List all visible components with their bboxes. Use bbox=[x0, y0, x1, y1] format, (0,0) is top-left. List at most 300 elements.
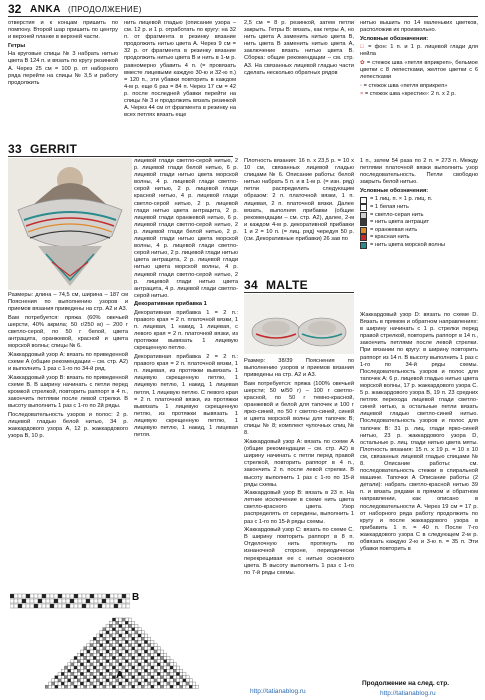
chart-a-cell bbox=[144, 676, 147, 679]
chart-a-cell bbox=[132, 682, 135, 685]
chart-a-cell bbox=[103, 676, 106, 679]
chart-a-cell bbox=[90, 660, 93, 663]
legend-swatch bbox=[360, 197, 367, 204]
chart-a-cell bbox=[68, 676, 71, 679]
chart-a-cell bbox=[173, 666, 176, 669]
chart-a-cell bbox=[154, 685, 157, 688]
chart-b-cell bbox=[122, 599, 126, 603]
chart-a-cell bbox=[141, 666, 144, 669]
chart-b-cell bbox=[30, 599, 34, 603]
chart-a-cell bbox=[154, 663, 157, 666]
chart-a-cell bbox=[138, 656, 141, 659]
chart-a-cell bbox=[180, 676, 183, 679]
chart-a-cell bbox=[100, 634, 103, 637]
chart-a-cell bbox=[189, 685, 192, 688]
chart-a-cell bbox=[100, 644, 103, 647]
chart-b-cell bbox=[106, 599, 110, 603]
chart-a-cell bbox=[68, 679, 71, 682]
chart-a-cell bbox=[125, 656, 128, 659]
chart-a-cell bbox=[106, 666, 109, 669]
chart-a-cell bbox=[135, 640, 138, 643]
chart-a-cell bbox=[109, 663, 112, 666]
chart-a-cell bbox=[138, 640, 141, 643]
chart-b-cell bbox=[94, 604, 98, 608]
chart-a-cell bbox=[167, 666, 170, 669]
chart-b-cell bbox=[18, 594, 22, 598]
chart-a-cell bbox=[103, 679, 106, 682]
chart-a-cell bbox=[90, 647, 93, 650]
chart-a-cell bbox=[122, 621, 125, 624]
chart-a-cell bbox=[151, 663, 154, 666]
chart-a-cell bbox=[144, 682, 147, 685]
chart-a-cell bbox=[96, 640, 99, 643]
chart-b-cell bbox=[114, 599, 118, 603]
gerrit-dec1: Декоративная прибавка 1 = 2 п.: правого края = 2 п. платочной вязки, 1 п. лицевая, 1 накид, 1 лицевая, с левого края = 2 п. платочной вязки, из протяжки вывязать 1 лицевую скрещенную петлю. bbox=[134, 309, 238, 352]
chart-a-cell bbox=[84, 660, 87, 663]
chart-a-cell bbox=[128, 656, 131, 659]
legend-label: = нить цвета морской волны bbox=[370, 242, 445, 249]
shawl-illustration bbox=[8, 158, 132, 290]
chart-a-cell bbox=[84, 685, 87, 688]
chart-a-cell bbox=[103, 647, 106, 650]
chart-b-cell bbox=[62, 599, 66, 603]
chart-b-cell bbox=[110, 594, 114, 598]
chart-a-cell bbox=[74, 656, 77, 659]
legend-item bbox=[360, 219, 478, 226]
chart-a-cell bbox=[154, 666, 157, 669]
chart-a-cell bbox=[58, 685, 61, 688]
chart-a-cell bbox=[93, 660, 96, 663]
chart-a-cell bbox=[68, 666, 71, 669]
chart-a-cell bbox=[135, 666, 138, 669]
chart-a-cell bbox=[96, 663, 99, 666]
chart-a-cell bbox=[151, 682, 154, 685]
chart-a-cell bbox=[173, 676, 176, 679]
chart-a-cell bbox=[103, 628, 106, 631]
section-name: MALTE bbox=[266, 278, 308, 292]
chart-a-cell bbox=[138, 647, 141, 650]
chart-a-cell bbox=[116, 666, 119, 669]
chart-a-cell bbox=[125, 682, 128, 685]
chart-a-cell bbox=[80, 669, 83, 672]
chart-a-cell bbox=[170, 679, 173, 682]
chart-a-cell bbox=[90, 679, 93, 682]
chart-b-cell bbox=[18, 599, 22, 603]
chart-a-cell bbox=[160, 679, 163, 682]
chart-a-cell bbox=[71, 685, 74, 688]
chart-a-cell bbox=[116, 618, 119, 621]
chart-a-cell bbox=[125, 663, 128, 666]
chart-a-cell bbox=[154, 679, 157, 682]
chart-a-cell bbox=[138, 685, 141, 688]
chart-a-cell bbox=[93, 647, 96, 650]
chart-a-cell bbox=[157, 685, 160, 688]
chart-a-cell bbox=[96, 644, 99, 647]
chart-b-cell bbox=[90, 594, 94, 598]
chart-a-cell bbox=[119, 682, 122, 685]
chart-a-cell bbox=[138, 682, 141, 685]
chart-a-cell bbox=[160, 682, 163, 685]
gerrit-dec2: Декоративная прибавка 2 = 2 п.: правого края = 2 п. платочной вязки, 1 п. лицевая, из протяжки вывязать 1 лицевую скрещенную петлю, 1 лицевую петлю, 1 накид, 1 лицевая петля, 1 лицевую петлю. С левого края = 2 п. платочной вязки, из протяжки вывязать 1 лицевую скрещенную петлю, из протяжки вывязать 1 лицевую скрещенную петлю, 1 лицевую петлю, 1 накид, 1 лицевая петля. bbox=[134, 354, 238, 439]
chart-a-cell bbox=[96, 666, 99, 669]
chart-a-cell bbox=[100, 676, 103, 679]
chart-a-cell bbox=[55, 679, 58, 682]
chart-a-cell bbox=[87, 682, 90, 685]
chart-a-cell bbox=[144, 653, 147, 656]
chart-a-cell bbox=[141, 631, 144, 634]
chart-a-cell bbox=[84, 669, 87, 672]
chart-a-cell bbox=[64, 685, 67, 688]
chart-a-cell bbox=[116, 628, 119, 631]
chart-b-cell bbox=[46, 599, 50, 603]
chart-a-cell bbox=[154, 653, 157, 656]
chart-a-cell bbox=[116, 663, 119, 666]
chart-a-cell bbox=[151, 640, 154, 643]
gerrit-sizes: Размеры: длина – 74,5 см, ширина – 187 см Пояснения по выполнению узоров и приемов вязания приведены на стр. А2 и А3. bbox=[8, 292, 128, 313]
chart-a-cell bbox=[164, 685, 167, 688]
chart-b-cell bbox=[30, 594, 34, 598]
chart-a-cell bbox=[141, 650, 144, 653]
chart-a-cell bbox=[151, 660, 154, 663]
chart-a bbox=[8, 614, 236, 694]
chart-a-cell bbox=[96, 669, 99, 672]
chart-a-cell bbox=[100, 666, 103, 669]
chart-b-cell bbox=[94, 599, 98, 603]
chart-a-cell bbox=[144, 647, 147, 650]
chart-a-cell bbox=[119, 653, 122, 656]
chart-a-cell bbox=[112, 624, 115, 627]
chart-a-cell bbox=[148, 672, 151, 675]
chart-a-cell bbox=[176, 685, 179, 688]
chart-a-cell bbox=[87, 647, 90, 650]
chart-b-cell bbox=[126, 599, 130, 603]
chart-a-cell bbox=[55, 685, 58, 688]
chart-a-cell bbox=[96, 650, 99, 653]
chart-a-cell bbox=[77, 669, 80, 672]
chart-a-cell bbox=[90, 685, 93, 688]
chart-a-cell bbox=[84, 663, 87, 666]
chart-a-cell bbox=[135, 663, 138, 666]
chart-b-cell bbox=[42, 594, 46, 598]
chart-a-cell bbox=[141, 669, 144, 672]
chart-a-label: A bbox=[116, 670, 124, 681]
chart-a-cell bbox=[122, 644, 125, 647]
chart-a-cell bbox=[164, 656, 167, 659]
chart-b-cell bbox=[126, 604, 130, 608]
chart-a-cell bbox=[84, 647, 87, 650]
chart-a-cell bbox=[103, 669, 106, 672]
chart-b-cell bbox=[26, 599, 30, 603]
chart-a-cell bbox=[93, 682, 96, 685]
chart-a-cell bbox=[87, 676, 90, 679]
chart-a-cell bbox=[112, 663, 115, 666]
chart-b-cell bbox=[70, 604, 74, 608]
chart-a-cell bbox=[122, 663, 125, 666]
chart-a-cell bbox=[106, 656, 109, 659]
chart-a-cell bbox=[122, 624, 125, 627]
chart-a-cell bbox=[96, 676, 99, 679]
chart-b-cell bbox=[58, 594, 62, 598]
chart-a-cell bbox=[90, 666, 93, 669]
chart-a-cell bbox=[119, 628, 122, 631]
chart-a-cell bbox=[132, 666, 135, 669]
chart-a-cell bbox=[119, 656, 122, 659]
chart-a-cell bbox=[93, 640, 96, 643]
chart-a-cell bbox=[167, 656, 170, 659]
chart-a-cell bbox=[151, 672, 154, 675]
chart-a-cell bbox=[74, 672, 77, 675]
chart-a-cell bbox=[170, 672, 173, 675]
chart-a-cell bbox=[87, 685, 90, 688]
chart-a-cell bbox=[135, 672, 138, 675]
chart-a-cell bbox=[74, 676, 77, 679]
chart-a-cell bbox=[135, 637, 138, 640]
chart-a-cell bbox=[80, 679, 83, 682]
chart-a-cell bbox=[189, 682, 192, 685]
chart-a-cell bbox=[100, 672, 103, 675]
chart-a-cell bbox=[141, 637, 144, 640]
chart-a-cell bbox=[151, 653, 154, 656]
chart-a-cell bbox=[71, 660, 74, 663]
chart-a-cell bbox=[128, 621, 131, 624]
chart-a-cell bbox=[173, 679, 176, 682]
chart-a-cell bbox=[144, 660, 147, 663]
chart-a-cell bbox=[160, 660, 163, 663]
chart-a-cell bbox=[148, 669, 151, 672]
chart-a-cell bbox=[87, 672, 90, 675]
chart-b-cell bbox=[118, 604, 122, 608]
chart-b-cell bbox=[10, 604, 14, 608]
chart-a-cell bbox=[112, 644, 115, 647]
chart-a-cell bbox=[112, 650, 115, 653]
chart-a-cell bbox=[93, 676, 96, 679]
chart-b-cell bbox=[90, 599, 94, 603]
chart-a-cell bbox=[157, 663, 160, 666]
chart-a-cell bbox=[119, 685, 122, 688]
chart-a-cell bbox=[138, 666, 141, 669]
chart-a-cell bbox=[157, 682, 160, 685]
chart-a-cell bbox=[128, 640, 131, 643]
chart-a-cell bbox=[141, 672, 144, 675]
chart-a-cell bbox=[144, 656, 147, 659]
chart-a-cell bbox=[132, 621, 135, 624]
chart-a-cell bbox=[93, 656, 96, 659]
chart-a-cell bbox=[164, 676, 167, 679]
chart-a-cell bbox=[103, 672, 106, 675]
chart-a-cell bbox=[80, 682, 83, 685]
chart-a-cell bbox=[160, 676, 163, 679]
chart-a-cell bbox=[144, 650, 147, 653]
chart-a-cell bbox=[64, 666, 67, 669]
chart-a-cell bbox=[128, 685, 131, 688]
chart-a-cell bbox=[58, 672, 61, 675]
chart-a-cell bbox=[103, 685, 106, 688]
chart-b-cell bbox=[78, 604, 82, 608]
chart-a-cell bbox=[68, 685, 71, 688]
chart-a-cell bbox=[122, 637, 125, 640]
chart-a-cell bbox=[112, 685, 115, 688]
chart-b-cell bbox=[122, 594, 126, 598]
chart-a-cell bbox=[132, 679, 135, 682]
chart-a-cell bbox=[109, 682, 112, 685]
chart-a-cell bbox=[180, 682, 183, 685]
chart-a-cell bbox=[183, 685, 186, 688]
chart-a-cell bbox=[106, 669, 109, 672]
chart-a-cell bbox=[87, 669, 90, 672]
chart-a-cell bbox=[87, 660, 90, 663]
chart-a-cell bbox=[135, 656, 138, 659]
chart-a-cell bbox=[128, 672, 131, 675]
chart-a-cell bbox=[96, 634, 99, 637]
chart-a-cell bbox=[138, 663, 141, 666]
chart-a-cell bbox=[93, 672, 96, 675]
chart-a-cell bbox=[160, 653, 163, 656]
chart-a-cell bbox=[71, 679, 74, 682]
chart-a-cell bbox=[132, 628, 135, 631]
chart-a-cell bbox=[135, 679, 138, 682]
chart-a-cell bbox=[64, 679, 67, 682]
chart-a-cell bbox=[132, 650, 135, 653]
chart-a-cell bbox=[100, 640, 103, 643]
chart-a-cell bbox=[170, 676, 173, 679]
chart-a-cell bbox=[48, 685, 51, 688]
chart-b-cell bbox=[102, 594, 106, 598]
chart-a-cell bbox=[154, 660, 157, 663]
chart-a-cell bbox=[132, 685, 135, 688]
chart-a-cell bbox=[112, 656, 115, 659]
chart-a-cell bbox=[164, 682, 167, 685]
chart-a-cell bbox=[68, 672, 71, 675]
chart-a-cell bbox=[106, 650, 109, 653]
chart-a-cell bbox=[106, 644, 109, 647]
chart-a-cell bbox=[87, 666, 90, 669]
gerrit-col3-text: Плотность вязания: 16 п. x 23,5 р. = 10 x 10 см, связанных лицевой гладью спицами № 6. Описание работы: белой нитью набрать 5 п. и в 1-м р. (= изн. ряд) петли распределить следующим образом: 2 п. платочной вязки, 1 п. лицевая, 2 п. платочной вязки. Далее вязать, выполняя прибавки (общие рекомендации – см. стр. А2), далее, 2-м и каждом 4-м р. декоративной прибавки 1 и 2 = 10 п. (= лиц. ряд) чередуя 50 р. (см. Декоративные прибавки) 26 зав по bbox=[244, 158, 354, 243]
chart-a-cell bbox=[52, 685, 55, 688]
chart-b-cell bbox=[10, 599, 14, 603]
section-header-anka bbox=[8, 2, 478, 17]
chart-a-cell bbox=[141, 682, 144, 685]
chart-a-cell bbox=[100, 685, 103, 688]
chart-a-cell bbox=[77, 663, 80, 666]
chart-a-cell bbox=[109, 637, 112, 640]
gerrit-pattern-a: Жаккардовый узор А: вязать по приведенной схеме А (общие рекомендации – см. стр. А2) и выполнить 1 раз с 1-го по 34-й ряд. bbox=[8, 351, 128, 372]
legend-label: = нить цвета антрацит bbox=[370, 219, 430, 226]
chart-a-cell bbox=[93, 663, 96, 666]
chart-a-cell bbox=[103, 653, 106, 656]
footer-url[interactable]: http://tatianablog.ru bbox=[250, 688, 306, 695]
chart-a-cell bbox=[103, 660, 106, 663]
chart-a-cell bbox=[135, 628, 138, 631]
chart-a-cell bbox=[100, 682, 103, 685]
chart-a-cell bbox=[103, 656, 106, 659]
chart-a-cell bbox=[68, 682, 71, 685]
chart-a-cell bbox=[151, 669, 154, 672]
chart-a-cell bbox=[138, 628, 141, 631]
chart-a-cell bbox=[116, 634, 119, 637]
legend-swatch bbox=[360, 219, 367, 226]
chart-a-cell bbox=[93, 650, 96, 653]
chart-a-cell bbox=[125, 685, 128, 688]
chart-a-cell bbox=[157, 676, 160, 679]
chart-a-cell bbox=[125, 618, 128, 621]
chart-a-cell bbox=[112, 634, 115, 637]
chart-a-cell bbox=[157, 653, 160, 656]
chart-a-cell bbox=[109, 647, 112, 650]
chart-a-cell bbox=[128, 669, 131, 672]
chart-b-cell bbox=[114, 604, 118, 608]
chart-a-cell bbox=[109, 676, 112, 679]
chart-a-cell bbox=[141, 640, 144, 643]
chart-a-cell bbox=[160, 663, 163, 666]
chart-b-cell bbox=[82, 604, 86, 608]
chart-a-cell bbox=[116, 685, 119, 688]
chart-a-cell bbox=[160, 666, 163, 669]
malte-column-2 bbox=[360, 312, 478, 678]
chart-a-cell bbox=[125, 628, 128, 631]
chart-a-cell bbox=[84, 676, 87, 679]
chart-a-cell bbox=[77, 666, 80, 669]
chart-a-cell bbox=[167, 679, 170, 682]
legend-label: = 1 лиц. п. × 1 р. лиц. п. bbox=[370, 196, 433, 203]
chart-a-cell bbox=[157, 672, 160, 675]
chart-a-cell bbox=[77, 676, 80, 679]
chart-a-cell bbox=[138, 650, 141, 653]
chart-a-cell bbox=[122, 666, 125, 669]
chart-a-cell bbox=[132, 656, 135, 659]
anka-legend-item: □ = фон: 1 п. и 1 р. лицевой глади для нейла bbox=[360, 44, 478, 58]
malte-sizes: Размер: 38/39 Пояснения по выполнению узоров и приемов вязания приведены на стр. А2 и А3. bbox=[244, 358, 354, 379]
chart-a-cell bbox=[148, 682, 151, 685]
legend-item bbox=[360, 196, 478, 203]
chart-b-cell bbox=[22, 599, 26, 603]
chart-a-cell bbox=[45, 685, 48, 688]
chart-a-cell bbox=[106, 672, 109, 675]
chart-b-cell bbox=[14, 594, 18, 598]
chart-a-cell bbox=[125, 621, 128, 624]
chart-a-cell bbox=[164, 660, 167, 663]
chart-a-cell bbox=[68, 663, 71, 666]
chart-b-cell bbox=[58, 604, 62, 608]
chart-a-cell bbox=[96, 656, 99, 659]
gerrit-column-4 bbox=[360, 158, 478, 308]
chart-a-cell bbox=[154, 647, 157, 650]
chart-a-cell bbox=[112, 653, 115, 656]
chart-a-cell bbox=[119, 640, 122, 643]
chart-a-cell bbox=[138, 672, 141, 675]
chart-a-cell bbox=[132, 637, 135, 640]
chart-a-cell bbox=[122, 631, 125, 634]
chart-a-cell bbox=[125, 669, 128, 672]
chart-a-cell bbox=[64, 669, 67, 672]
chart-a-cell bbox=[128, 653, 131, 656]
chart-a-cell bbox=[173, 663, 176, 666]
chart-a-cell bbox=[135, 644, 138, 647]
chart-a-cell bbox=[116, 624, 119, 627]
chart-a-cell bbox=[84, 656, 87, 659]
chart-a-cell bbox=[52, 679, 55, 682]
chart-a-cell bbox=[186, 685, 189, 688]
chart-a-cell bbox=[167, 663, 170, 666]
chart-a-cell bbox=[71, 672, 74, 675]
chart-b-cell bbox=[122, 604, 126, 608]
chart-a-cell bbox=[96, 637, 99, 640]
chart-a-cell bbox=[173, 682, 176, 685]
chart-a-cell bbox=[93, 679, 96, 682]
chart-a-cell bbox=[84, 650, 87, 653]
chart-a-cell bbox=[135, 647, 138, 650]
legend-item bbox=[360, 212, 478, 219]
chart-a-cell bbox=[122, 634, 125, 637]
